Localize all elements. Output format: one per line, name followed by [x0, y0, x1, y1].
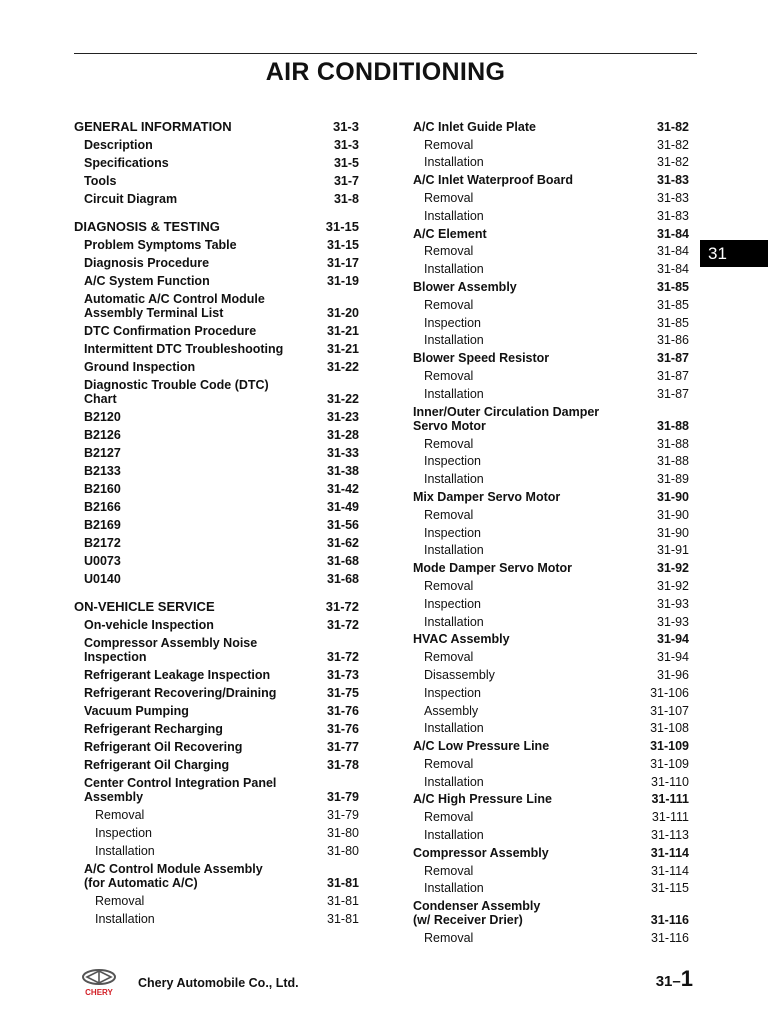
toc-item-row[interactable]: [74, 754, 359, 772]
toc-entry-page: 31-49: [327, 500, 359, 514]
toc-entry-label: Intermittent DTC Troubleshooting: [84, 342, 284, 356]
toc-entry-label: Installation: [424, 721, 484, 736]
toc-item-row[interactable]: [74, 700, 359, 718]
toc-entry-label: Refrigerant Recovering/Draining: [84, 686, 277, 700]
toc-sub-row[interactable]: [74, 804, 359, 822]
toc-sub-row[interactable]: [413, 611, 689, 629]
toc-sub-row[interactable]: [413, 433, 689, 451]
toc-item-row[interactable]: [413, 169, 689, 187]
toc-entry-page: 31-87: [657, 368, 689, 383]
toc-entry-label: Removal: [424, 244, 474, 259]
toc-entry-page: 31-113: [651, 828, 689, 843]
toc-sub-row[interactable]: [413, 878, 689, 896]
toc-entry-label: Refrigerant Oil Charging: [84, 758, 230, 772]
toc-item-row[interactable]: [74, 188, 359, 206]
toc-entry-label: Installation: [424, 614, 484, 629]
toc-item-row[interactable]: [413, 116, 689, 134]
company-name: Chery Automobile Co., Ltd.: [138, 976, 299, 990]
toc-entry-page: 31-90: [657, 507, 689, 522]
toc-entry-label: U0140: [84, 572, 121, 586]
toc-entry-label: Condenser Assembly (w/ Receiver Drier): [413, 899, 541, 928]
toc-entry-page: 31-38: [327, 464, 359, 478]
toc-entry-label: A/C Element: [413, 226, 487, 241]
toc-entry-page: 31-111: [651, 792, 689, 807]
toc-item-row[interactable]: [413, 895, 689, 927]
toc-entry-page: 31-82: [657, 137, 689, 152]
toc-entry-page: 31-94: [657, 650, 689, 665]
toc-entry-page: 31-88: [657, 418, 689, 433]
toc-entry-label: Installation: [424, 774, 484, 789]
toc-sub-row[interactable]: [413, 646, 689, 664]
toc-entry-page: 31-5: [333, 156, 359, 170]
toc-entry-page: 31-109: [650, 739, 689, 754]
toc-entry-label: Removal: [95, 808, 145, 822]
toc-entry-label: DTC Confirmation Procedure: [84, 324, 257, 338]
toc-sub-row[interactable]: [413, 860, 689, 878]
toc-entry-label: Blower Assembly: [413, 279, 517, 294]
toc-entry-page: 31-85: [657, 315, 689, 330]
toc-entry-label: Specifications: [84, 156, 169, 170]
toc-entry-label: Center Control Integration Panel Assembly: [84, 776, 277, 804]
toc-item-row[interactable]: [74, 568, 359, 586]
toc-sub-row[interactable]: [413, 824, 689, 842]
toc-sub-row[interactable]: [413, 753, 689, 771]
toc-entry-label: ON-VEHICLE SERVICE: [74, 599, 215, 614]
toc-entry-label: Removal: [424, 190, 474, 205]
toc-entry-page: 31-111: [651, 810, 689, 825]
toc-sub-row[interactable]: [413, 522, 689, 540]
toc-item-row[interactable]: [74, 134, 359, 152]
toc-entry-page: 31-75: [327, 686, 359, 700]
toc-entry-page: 31-78: [327, 758, 359, 772]
toc-entry-label: Installation: [424, 262, 484, 277]
toc-sub-row[interactable]: [413, 771, 689, 789]
chapter-tab[interactable]: 31: [700, 240, 768, 267]
toc-entry-page: 31-17: [327, 256, 359, 270]
toc-entry-page: 31-80: [327, 844, 359, 858]
toc-entry-label: Inspection: [424, 685, 481, 700]
toc-entry-label: B2127: [84, 446, 121, 460]
toc-item-row[interactable]: [74, 514, 359, 532]
toc-entry-page: 31-93: [657, 614, 689, 629]
toc-entry-label: B2172: [84, 536, 121, 550]
toc-sub-row[interactable]: [413, 187, 689, 205]
toc-entry-label: Removal: [424, 863, 474, 878]
toc-sub-row[interactable]: [74, 840, 359, 858]
toc-entry-page: 31-7: [333, 174, 359, 188]
toc-entry-page: 31-84: [657, 244, 689, 259]
toc-sub-row[interactable]: [413, 664, 689, 682]
toc-entry-label: Removal: [424, 650, 474, 665]
toc-entry-page: 31-108: [650, 721, 689, 736]
toc-item-row[interactable]: [74, 424, 359, 442]
toc-entry-page: 31-93: [657, 596, 689, 611]
toc-entry-page: 31-72: [327, 650, 359, 664]
toc-entry-page: 31-90: [657, 489, 689, 504]
toc-entry-page: 31-107: [650, 703, 689, 718]
toc-sub-row[interactable]: [413, 383, 689, 401]
toc-entry-label: A/C Inlet Waterproof Board: [413, 173, 573, 188]
toc-right-column: [413, 116, 689, 945]
toc-sub-row[interactable]: [413, 451, 689, 469]
toc-entry-page: 31-77: [327, 740, 359, 754]
toc-entry-label: Inspection: [424, 315, 481, 330]
toc-section-row[interactable]: [74, 116, 359, 134]
toc-entry-page: 31-15: [325, 219, 359, 234]
toc-entry-page: 31-76: [327, 704, 359, 718]
toc-entry-label: Compressor Assembly: [413, 845, 549, 860]
toc-item-row[interactable]: [74, 478, 359, 496]
toc-entry-label: U0073: [84, 554, 121, 568]
toc-entry-page: 31-72: [327, 618, 359, 632]
toc-entry-label: Compressor Assembly Noise Inspection: [84, 636, 258, 664]
toc-entry-page: 31-83: [657, 190, 689, 205]
toc-sub-row[interactable]: [413, 312, 689, 330]
page-title: AIR CONDITIONING: [265, 58, 506, 86]
toc-item-row[interactable]: [413, 735, 689, 753]
toc-item-row[interactable]: [74, 532, 359, 550]
toc-entry-label: Installation: [424, 208, 484, 223]
toc-entry-label: Installation: [424, 472, 484, 487]
toc-entry-label: A/C Low Pressure Line: [413, 739, 550, 754]
toc-entry-label: GENERAL INFORMATION: [74, 119, 232, 134]
toc-entry-page: 31-87: [657, 351, 689, 366]
toc-entry-label: Vacuum Pumping: [84, 704, 189, 718]
toc-entry-label: HVAC Assembly: [413, 632, 510, 647]
toc-entry-page: 31-22: [327, 392, 359, 406]
toc-entry-page: 31-82: [657, 119, 689, 134]
toc-item-row[interactable]: [74, 320, 359, 338]
toc-item-row[interactable]: [74, 442, 359, 460]
toc-item-row[interactable]: [74, 234, 359, 252]
toc-entry-label: B2133: [84, 464, 121, 478]
toc-entry-page: 31-72: [325, 599, 359, 614]
toc-entry-label: Installation: [95, 912, 155, 926]
toc-entry-page: 31-89: [657, 472, 689, 487]
toc-entry-label: Removal: [424, 756, 474, 771]
toc-entry-page: 31-68: [327, 572, 359, 586]
toc-item-row[interactable]: [413, 486, 689, 504]
toc-entry-label: Removal: [424, 931, 474, 946]
page-number: [656, 966, 693, 992]
toc-entry-page: 31-21: [327, 324, 359, 338]
toc-entry-label: Mode Damper Servo Motor: [413, 561, 573, 576]
toc-entry-label: Ground Inspection: [84, 360, 196, 374]
toc-entry-page: 31-81: [327, 876, 359, 890]
toc-item-row[interactable]: [74, 460, 359, 478]
toc-item-row[interactable]: [74, 632, 359, 664]
toc-entry-page: 31-83: [657, 208, 689, 223]
toc-entry-label: B2126: [84, 428, 121, 442]
toc-entry-page: 31-88: [657, 436, 689, 451]
toc-item-row[interactable]: [74, 664, 359, 682]
toc-entry-label: Installation: [424, 543, 484, 558]
toc-sub-row[interactable]: [413, 700, 689, 718]
toc-sub-row[interactable]: [413, 330, 689, 348]
toc-sub-row[interactable]: [413, 365, 689, 383]
toc-entry-label: Installation: [424, 828, 484, 843]
toc-entry-page: 31-85: [657, 297, 689, 312]
toc-entry-label: Removal: [424, 578, 474, 593]
toc-entry-label: Installation: [424, 333, 484, 348]
toc-item-row[interactable]: [74, 406, 359, 424]
toc-entry-label: Blower Speed Resistor: [413, 351, 550, 366]
toc-item-row[interactable]: [413, 223, 689, 241]
toc-entry-label: Removal: [424, 297, 474, 312]
toc-entry-label: Inspection: [424, 454, 481, 469]
toc-sub-row[interactable]: [413, 241, 689, 259]
toc-entry-page: 31-81: [327, 894, 359, 908]
toc-entry-label: Removal: [424, 810, 474, 825]
toc-entry-label: B2160: [84, 482, 121, 496]
toc-entry-label: B2166: [84, 500, 121, 514]
toc-entry-page: 31-114: [650, 845, 689, 860]
toc-entry-page: 31-79: [327, 808, 359, 822]
toc-entry-page: 31-85: [657, 279, 689, 294]
toc-entry-page: 31-73: [327, 668, 359, 682]
toc-sub-row[interactable]: [74, 822, 359, 840]
toc-entry-page: 31-22: [327, 360, 359, 374]
toc-entry-label: Inspection: [424, 596, 481, 611]
toc-sub-row[interactable]: [413, 718, 689, 736]
toc-entry-page: 31-82: [657, 155, 689, 170]
toc-entry-page: 31-87: [657, 386, 689, 401]
toc-entry-page: 31-86: [657, 333, 689, 348]
top-rule: [74, 53, 697, 54]
toc-entry-label: Mix Damper Servo Motor: [413, 489, 561, 504]
toc-entry-label: A/C Control Module Assembly (for Automatic A/C): [84, 862, 263, 890]
toc-section-row[interactable]: [74, 216, 359, 234]
toc-entry-page: 31-3: [333, 138, 359, 152]
toc-entry-label: Removal: [424, 368, 474, 383]
toc-entry-label: Circuit Diagram: [84, 192, 178, 206]
toc-entry-page: 31-19: [327, 274, 359, 288]
toc-entry-page: 31-80: [327, 826, 359, 840]
toc-entry-label: Refrigerant Oil Recovering: [84, 740, 243, 754]
toc-sub-row[interactable]: [413, 258, 689, 276]
toc-entry-label: Installation: [95, 844, 155, 858]
toc-sub-row[interactable]: [413, 806, 689, 824]
toc-item-row[interactable]: [74, 550, 359, 568]
toc-sub-row[interactable]: [413, 504, 689, 522]
toc-entry-label: Refrigerant Recharging: [84, 722, 223, 736]
toc-entry-label: B2169: [84, 518, 121, 532]
toc-sub-row[interactable]: [413, 682, 689, 700]
toc-entry-page: 31-15: [327, 238, 359, 252]
toc-entry-label: A/C Inlet Guide Plate: [413, 119, 536, 134]
toc-entry-label: Installation: [424, 386, 484, 401]
toc-entry-label: Assembly: [424, 703, 479, 718]
toc-item-row[interactable]: [74, 374, 359, 406]
toc-entry-label: Removal: [424, 137, 474, 152]
toc-entry-label: Inner/Outer Circulation Damper Servo Motor: [413, 404, 600, 433]
toc-entry-page: 31-23: [327, 410, 359, 424]
toc-sub-row[interactable]: [413, 540, 689, 558]
toc-entry-label: Removal: [95, 894, 145, 908]
logo-text: CHERY: [85, 988, 113, 997]
toc-entry-label: Tools: [84, 174, 117, 188]
toc-entry-page: 31-92: [657, 578, 689, 593]
toc-sub-row[interactable]: [413, 205, 689, 223]
toc-sub-row[interactable]: [413, 575, 689, 593]
toc-entry-page: 31-33: [327, 446, 359, 460]
toc-sub-row[interactable]: [413, 468, 689, 486]
toc-entry-page: 31-109: [650, 756, 689, 771]
toc-entry-page: 31-76: [327, 722, 359, 736]
toc-sub-row[interactable]: [74, 890, 359, 908]
toc-entry-page: 31-116: [651, 931, 689, 946]
toc-entry-page: 31-3: [332, 119, 359, 134]
toc-entry-page: 31-114: [651, 863, 689, 878]
toc-entry-page: 31-110: [651, 774, 689, 789]
toc-entry-page: 31-84: [657, 226, 689, 241]
toc-entry-page: 31-28: [327, 428, 359, 442]
toc-item-row[interactable]: [74, 772, 359, 804]
toc-entry-page: 31-56: [327, 518, 359, 532]
toc-entry-page: 31-79: [327, 790, 359, 804]
toc-entry-page: 31-94: [657, 632, 689, 647]
toc-entry-label: Diagnosis Procedure: [84, 256, 210, 270]
toc-item-row[interactable]: [74, 252, 359, 270]
toc-item-row[interactable]: [74, 338, 359, 356]
toc-entry-page: 31-90: [657, 525, 689, 540]
toc-entry-page: 31-96: [657, 667, 689, 682]
toc-entry-label: Problem Symptoms Table: [84, 238, 237, 252]
toc-entry-label: DIAGNOSIS & TESTING: [74, 219, 220, 234]
toc-item-row[interactable]: [74, 170, 359, 188]
toc-entry-page: 31-116: [650, 913, 689, 928]
toc-entry-label: Automatic A/C Control Module Assembly Terminal List: [84, 292, 265, 320]
toc-entry-page: 31-42: [327, 482, 359, 496]
toc-item-row[interactable]: [74, 736, 359, 754]
toc-entry-label: Inspection: [424, 525, 481, 540]
toc-entry-label: Installation: [424, 881, 484, 896]
page-chapter: 31–: [655, 973, 681, 990]
toc-sub-row[interactable]: [413, 134, 689, 152]
toc-entry-label: Removal: [424, 436, 474, 451]
toc-entry-page: 31-88: [657, 454, 689, 469]
toc-item-row[interactable]: [413, 842, 689, 860]
page-num: 1: [680, 966, 693, 991]
toc-item-row[interactable]: [413, 789, 689, 807]
toc-left-column: [74, 116, 359, 926]
toc-entry-label: Removal: [424, 507, 474, 522]
toc-item-row[interactable]: [74, 356, 359, 374]
toc-sub-row[interactable]: [413, 152, 689, 170]
toc-item-row[interactable]: [413, 557, 689, 575]
toc-item-row[interactable]: [74, 718, 359, 736]
toc-item-row[interactable]: [74, 858, 359, 890]
toc-entry-label: Inspection: [95, 826, 152, 840]
toc-entry-label: Installation: [424, 155, 484, 170]
toc-item-row[interactable]: [413, 401, 689, 433]
toc-entry-label: On-vehicle Inspection: [84, 618, 214, 632]
toc-entry-page: 31-68: [327, 554, 359, 568]
toc-entry-page: 31-106: [650, 685, 689, 700]
toc-entry-page: 31-83: [657, 173, 689, 188]
toc-entry-page: 31-81: [327, 912, 359, 926]
toc-item-row[interactable]: [413, 347, 689, 365]
toc-entry-label: B2120: [84, 410, 121, 424]
toc-sub-row[interactable]: [413, 294, 689, 312]
toc-entry-label: Diagnostic Trouble Code (DTC) Chart: [84, 378, 269, 406]
toc-entry-label: Refrigerant Leakage Inspection: [84, 668, 271, 682]
toc-entry-page: 31-84: [657, 262, 689, 277]
toc-item-row[interactable]: [74, 496, 359, 514]
toc-sub-row[interactable]: [74, 908, 359, 926]
toc-entry-page: 31-62: [327, 536, 359, 550]
toc-entry-page: 31-8: [333, 192, 359, 206]
toc-entry-label: A/C System Function: [84, 274, 210, 288]
toc-entry-label: Disassembly: [424, 667, 495, 682]
toc-entry-page: 31-20: [327, 306, 359, 320]
toc-item-row[interactable]: [74, 152, 359, 170]
toc-section-row[interactable]: [74, 596, 359, 614]
toc-item-row[interactable]: [74, 682, 359, 700]
toc-item-row[interactable]: [74, 614, 359, 632]
toc-entry-page: 31-91: [657, 543, 689, 558]
toc-entry-label: A/C High Pressure Line: [413, 792, 552, 807]
chery-logo: [74, 968, 124, 998]
toc-item-row[interactable]: [413, 629, 689, 647]
toc-entry-page: 31-115: [651, 881, 689, 896]
toc-item-row[interactable]: [413, 276, 689, 294]
toc-entry-page: 31-92: [657, 561, 689, 576]
toc-entry-page: 31-21: [327, 342, 359, 356]
toc-item-row[interactable]: [74, 270, 359, 288]
toc-sub-row[interactable]: [413, 593, 689, 611]
toc-sub-row[interactable]: [413, 927, 689, 945]
toc-item-row[interactable]: [74, 288, 359, 320]
toc-entry-label: Description: [84, 138, 153, 152]
